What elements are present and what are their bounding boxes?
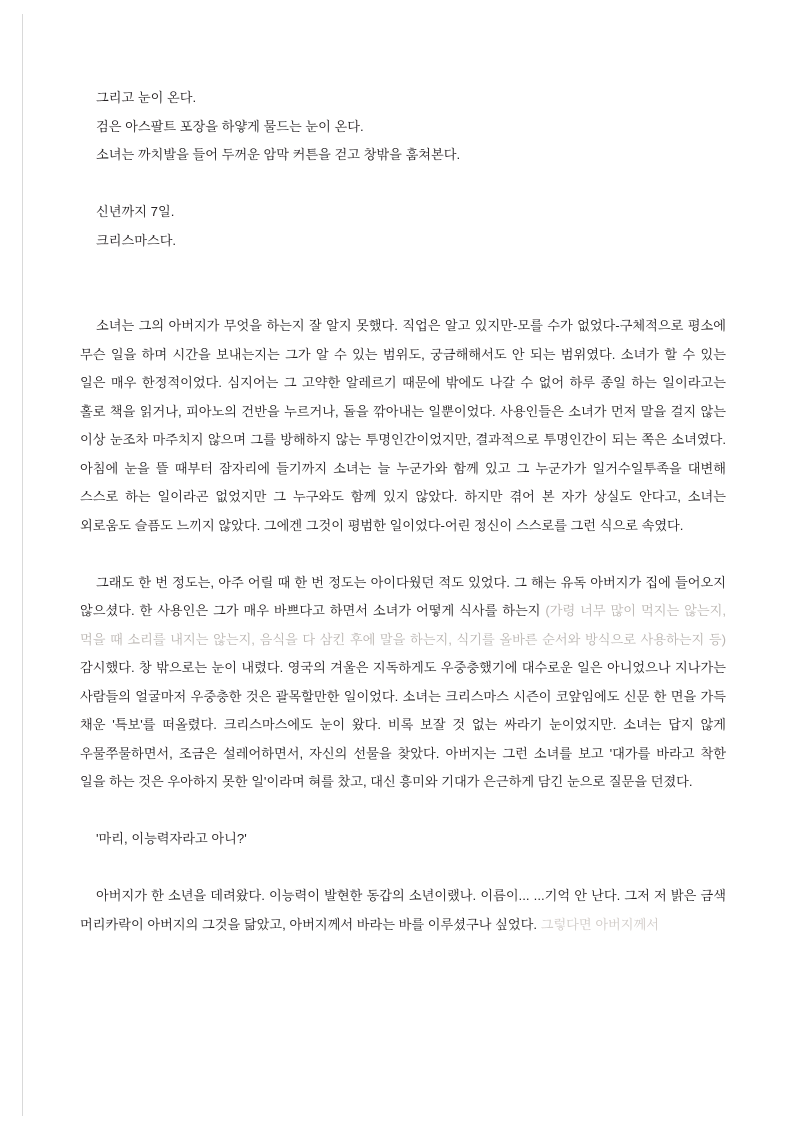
paragraph-body-2 bbox=[80, 569, 726, 797]
spacer-2 bbox=[80, 255, 726, 312]
paragraph-line-2: 검은 아스팔트 포장을 하얗게 물드는 눈이 온다. bbox=[96, 118, 364, 134]
spacer-4 bbox=[80, 797, 726, 826]
run-normal-2: 감시했다. 창 밖으로는 눈이 내렸다. 영국의 겨울은 지독하게도 우중충했기에 대수로운 일은 아니었으나 지나가는 사람들의 얼굴마저 우중충한 것은 괄목할만한 일이었다. 소녀는 크리스마스 시즌이 코앞임에도 신문 한 면을 가득 채운 '특보'를 떠올렸다. 크리스마스에도 눈이 왔다. 비록 보잘 것 없는 싸라기 눈이었지만. 소녀는 답지 않게 우물쭈물하면서, 조금은 설레어하면서, 자신의 선물을 찾았다. 아버지는 그런 소녀를 보고 '대가를 바라고 착한 일을 하는 것은 우아하지 못한 일'이라며 혀를 찼고, 대신 흥미와 기대가 은근하게 담긴 눈으로 질문을 던졌다. bbox=[80, 660, 726, 789]
run-normal-1: 그래도 한 번 정도는, 아주 어릴 때 한 번 정도는 아이다웠던 적도 있었다. 그 해는 유독 아버지가 집에 들어오지 않으셨다. 한 사용인은 그가 매우 바쁘다고 하면서 소녀가 어떻게 식사를 하는지 bbox=[80, 574, 726, 618]
page-left-margin-rule bbox=[22, 14, 23, 1116]
paragraph-body-3 bbox=[80, 882, 726, 939]
spacer-5 bbox=[80, 854, 726, 883]
spacer-1 bbox=[80, 170, 726, 199]
document-body bbox=[80, 84, 726, 939]
spacer-3 bbox=[80, 540, 726, 569]
run-faded-1: (가령 너무 많이 먹지는 않는지, 먹을 때 소리를 내지는 않는지, 음식을 다 삼킨 후에 말을 하는지, 식기를 올바른 순서와 방식으로 사용하는지 등) bbox=[80, 603, 726, 647]
run-faded-2: 그렇다면 아버지께서 bbox=[540, 916, 660, 932]
run-normal-3: 아버지가 한 소년을 데려왔다. 이능력이 발현한 동갑의 소년이랬나. 이름이... ...기억 안 난다. 그저 저 밝은 금색 머리카락이 아버지의 그것을 닮았고, 아버지께서 바라는 바를 이루셨구나 싶었다. bbox=[80, 888, 726, 932]
paragraph-dialogue-1: '마리, 이능력자라고 아니?' bbox=[96, 831, 247, 846]
paragraph-line-1: 그리고 눈이 온다. bbox=[96, 90, 197, 105]
paragraph-line-4: 신년까지 7일. bbox=[96, 204, 175, 219]
paragraph-line-3: 소녀는 까치발을 들어 두꺼운 암막 커튼을 걷고 창밖을 훔쳐본다. bbox=[96, 147, 461, 162]
paragraph-body-1: 소녀는 그의 아버지가 무엇을 하는지 잘 알지 못했다. 직업은 알고 있지만-모를 수가 없었다-구체적으로 평소에 무슨 일을 하며 시간을 보내는지는 그가 알 수 있는 범위도, 궁금해해서도 안 되는 범위였다. 소녀가 할 수 있는 일은 매우 한정적이었다. 심지어는 그 고약한 알레르기 때문에 밖에도 나갈 수 없어 하루 종일 하는 일이라고는 홀로 책을 읽거나, 피아노의 건반을 누르거나, 돌을 깎아내는 일뿐이었다. 사용인들은 소녀가 먼저 말을 걸지 않는 이상 눈조차 마주치지 않으며 그를 방해하지 않는 투명인간이었지만, 결과적으로 투명인간이 되는 쪽은 소녀였다. 아침에 눈을 뜰 때부터 잠자리에 들기까지 소녀는 늘 누군가와 함께 있고 그 누군가가 일거수일투족을 대변해 스스로 하는 일이라곤 없었지만 그 누구와도 함께 있지 않았다. 하지만 겪어 본 자가 상실도 안다고, 소녀는 외로움도 슬픔도 느끼지 않았다. 그에겐 그것이 평범한 일이었다-어린 정신이 스스로를 그런 식으로 속였다. bbox=[80, 318, 726, 533]
paragraph-line-5: 크리스마스다. bbox=[96, 232, 177, 248]
